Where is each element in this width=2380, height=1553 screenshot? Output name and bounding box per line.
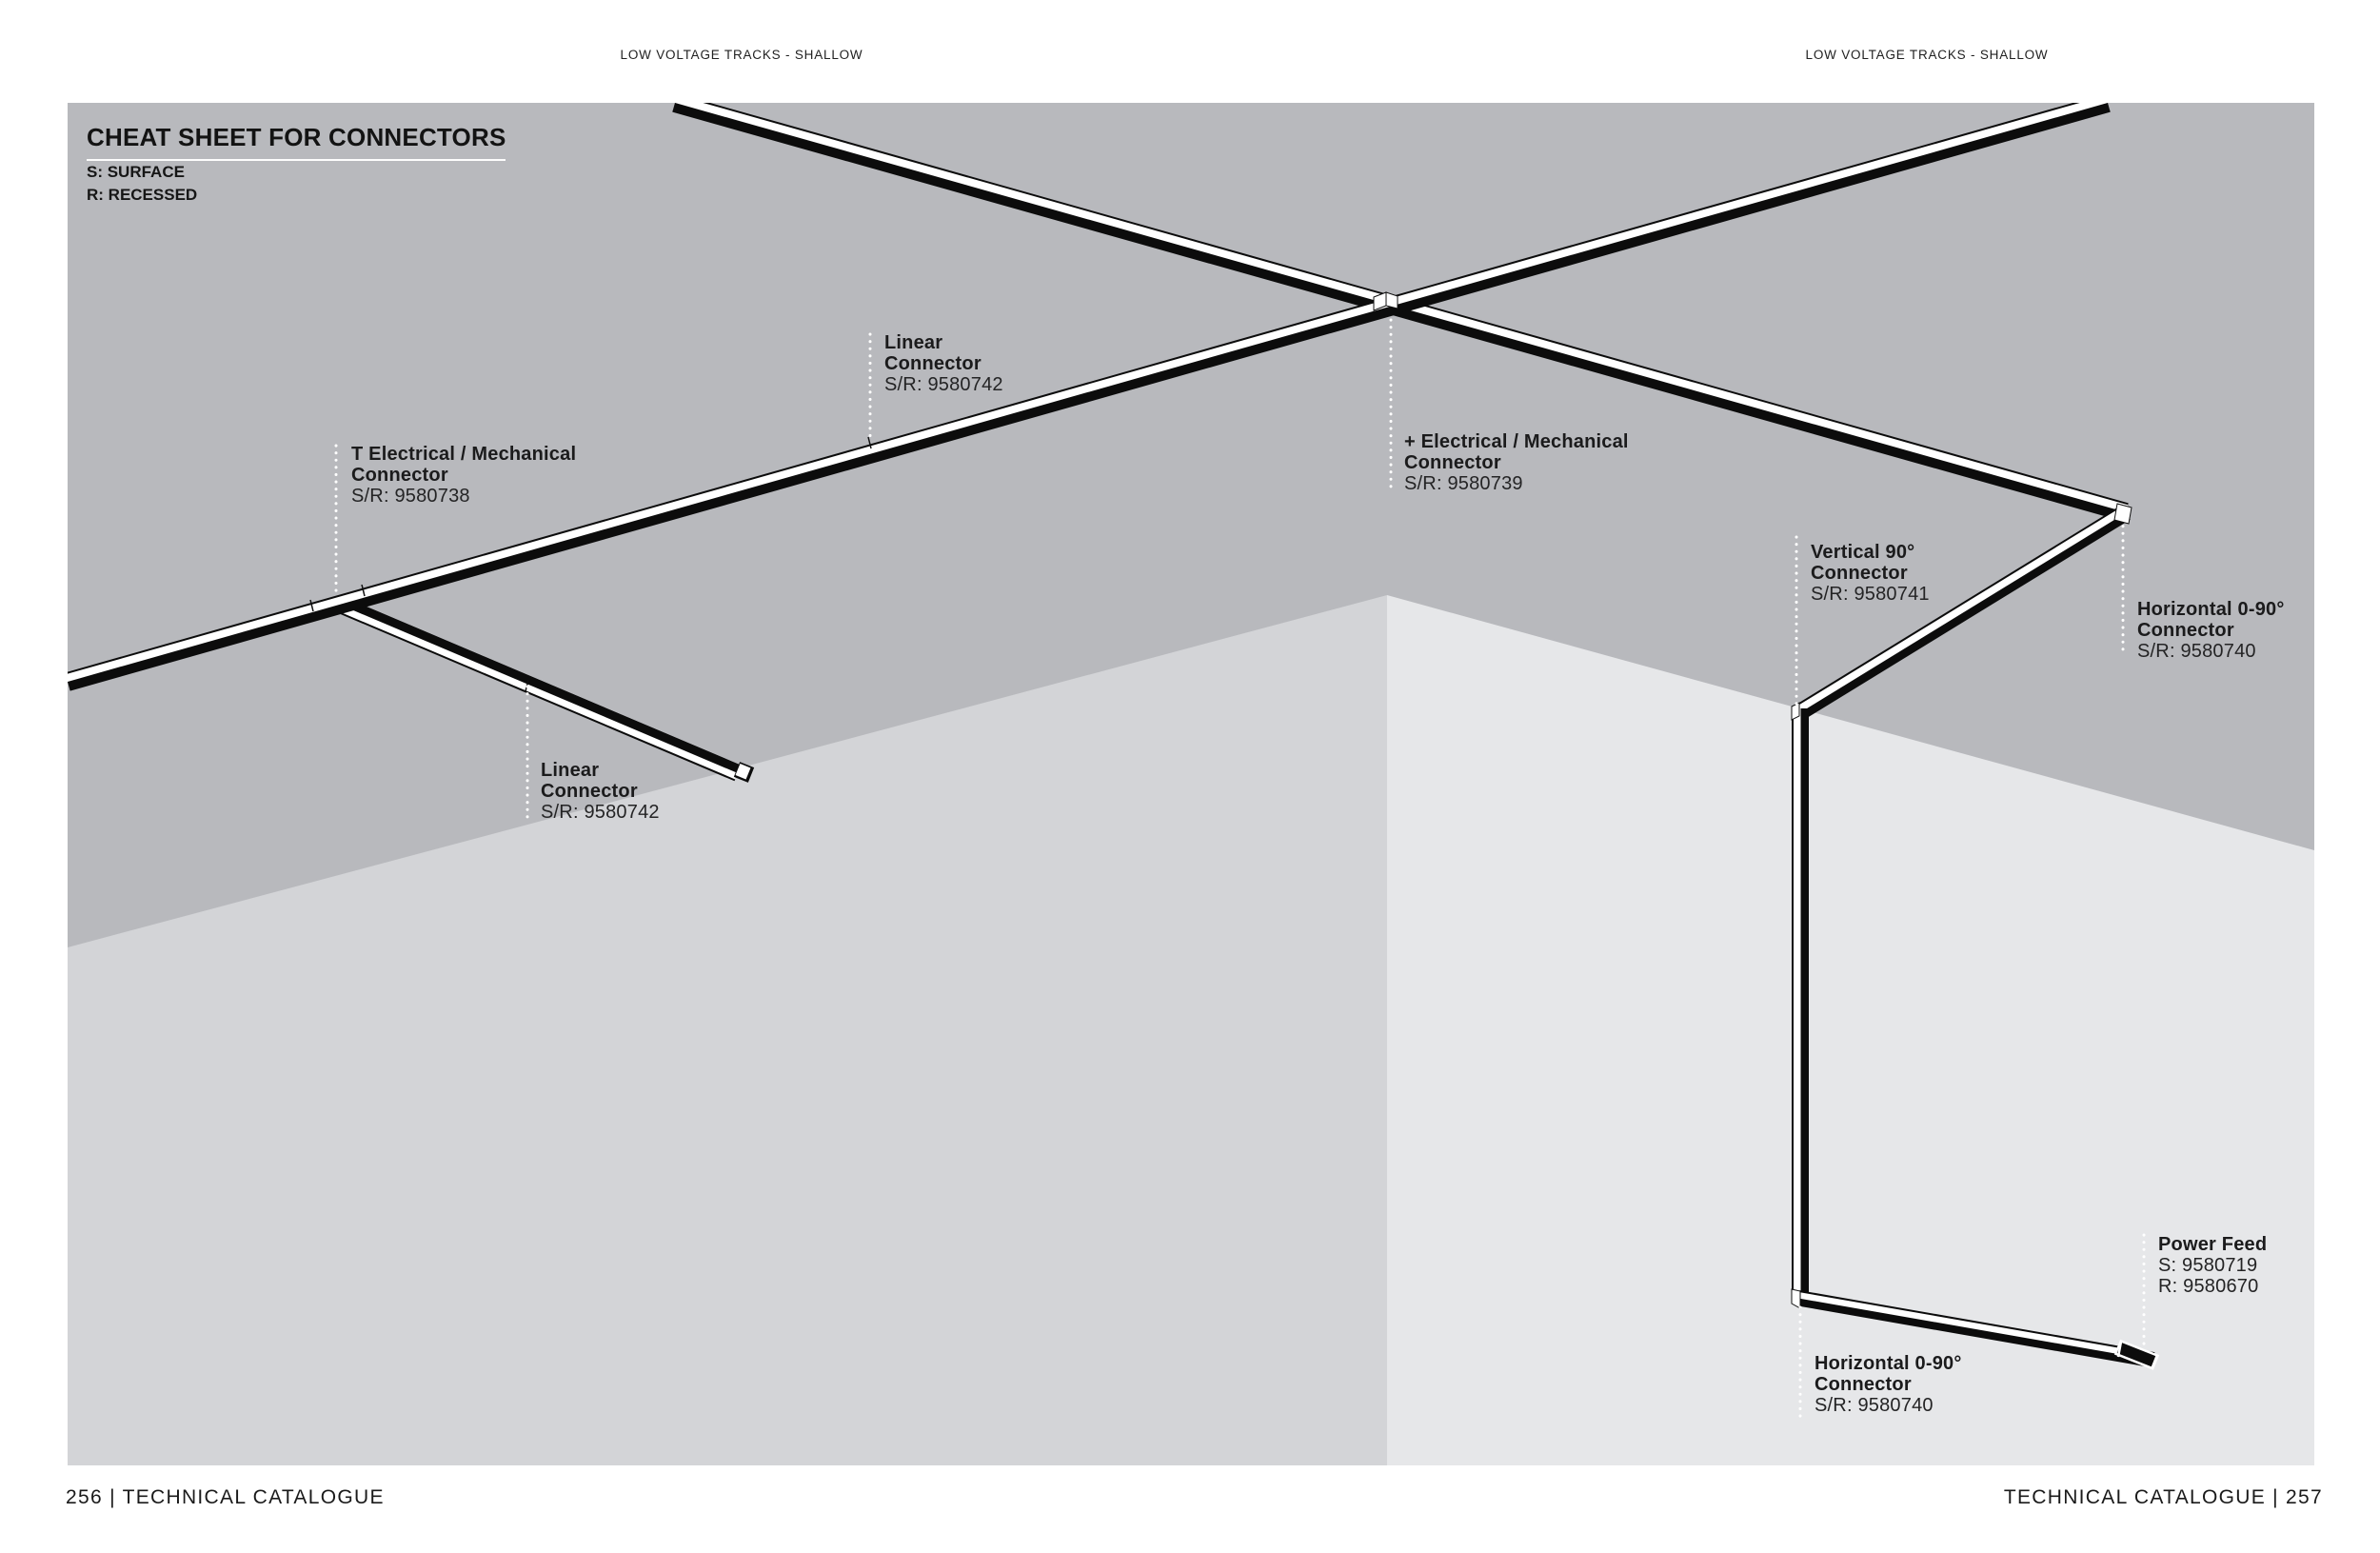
label-line: S: 9580719: [2158, 1255, 2258, 1276]
label-line: Connector: [351, 465, 448, 486]
page-title: CHEAT SHEET FOR CONNECTORS: [87, 123, 506, 161]
label-line: S/R: 9580740: [1815, 1395, 1934, 1416]
label-line: Connector: [1811, 563, 1908, 584]
running-header-right: LOW VOLTAGE TRACKS - SHALLOW: [1805, 48, 2049, 62]
footer-page-left: 256 | TECHNICAL CATALOGUE: [66, 1486, 385, 1508]
label-line: Connector: [1815, 1374, 1912, 1395]
label-linear-top: [884, 332, 1003, 395]
label-line: T Electrical / Mechanical: [351, 444, 577, 465]
horizontal-090-top-cap: [2114, 504, 2132, 524]
label-line: Horizontal 0-90°: [2137, 599, 2285, 620]
label-line: + Electrical / Mechanical: [1404, 431, 1629, 452]
label-power-feed: [2158, 1234, 2267, 1297]
label-linear-branch: [541, 760, 660, 823]
label-line: S/R: 9580740: [2137, 641, 2256, 662]
label-line: R: 9580670: [2158, 1276, 2259, 1297]
legend-recessed: R: RECESSED: [87, 186, 198, 204]
legend: [87, 161, 197, 207]
label-t-connector: [351, 444, 576, 507]
label-line: S/R: 9580742: [884, 374, 1003, 395]
label-line: S/R: 9580738: [351, 486, 470, 507]
isometric-room-scene: [68, 103, 2314, 1465]
label-line: Connector: [884, 353, 982, 374]
label-line: Linear: [541, 760, 600, 781]
label-line: Connector: [2137, 620, 2234, 641]
label-horizontal-090-top: [2137, 599, 2285, 662]
cheat-sheet-title-block: [87, 123, 506, 161]
legend-surface: S: SURFACE: [87, 163, 185, 181]
label-line: S/R: 9580741: [1811, 584, 1930, 605]
connector-diagram: [68, 103, 2314, 1465]
label-line: Connector: [541, 781, 638, 802]
label-line: Power Feed: [2158, 1234, 2268, 1255]
label-line: S/R: 9580742: [541, 802, 660, 823]
label-line: Connector: [1404, 452, 1501, 473]
track-vertical: [1800, 708, 1805, 1300]
label-line: S/R: 9580739: [1404, 473, 1523, 494]
label-vertical-90: [1811, 542, 1930, 605]
label-horizontal-090-bottom: [1815, 1353, 1962, 1416]
label-line: Linear: [884, 332, 943, 353]
label-line: Vertical 90°: [1811, 542, 1915, 563]
label-plus-connector: [1404, 431, 1629, 494]
label-line: Horizontal 0-90°: [1815, 1353, 1962, 1374]
running-header-left: LOW VOLTAGE TRACKS - SHALLOW: [620, 48, 863, 62]
footer-page-right: TECHNICAL CATALOGUE | 257: [2003, 1486, 2323, 1508]
